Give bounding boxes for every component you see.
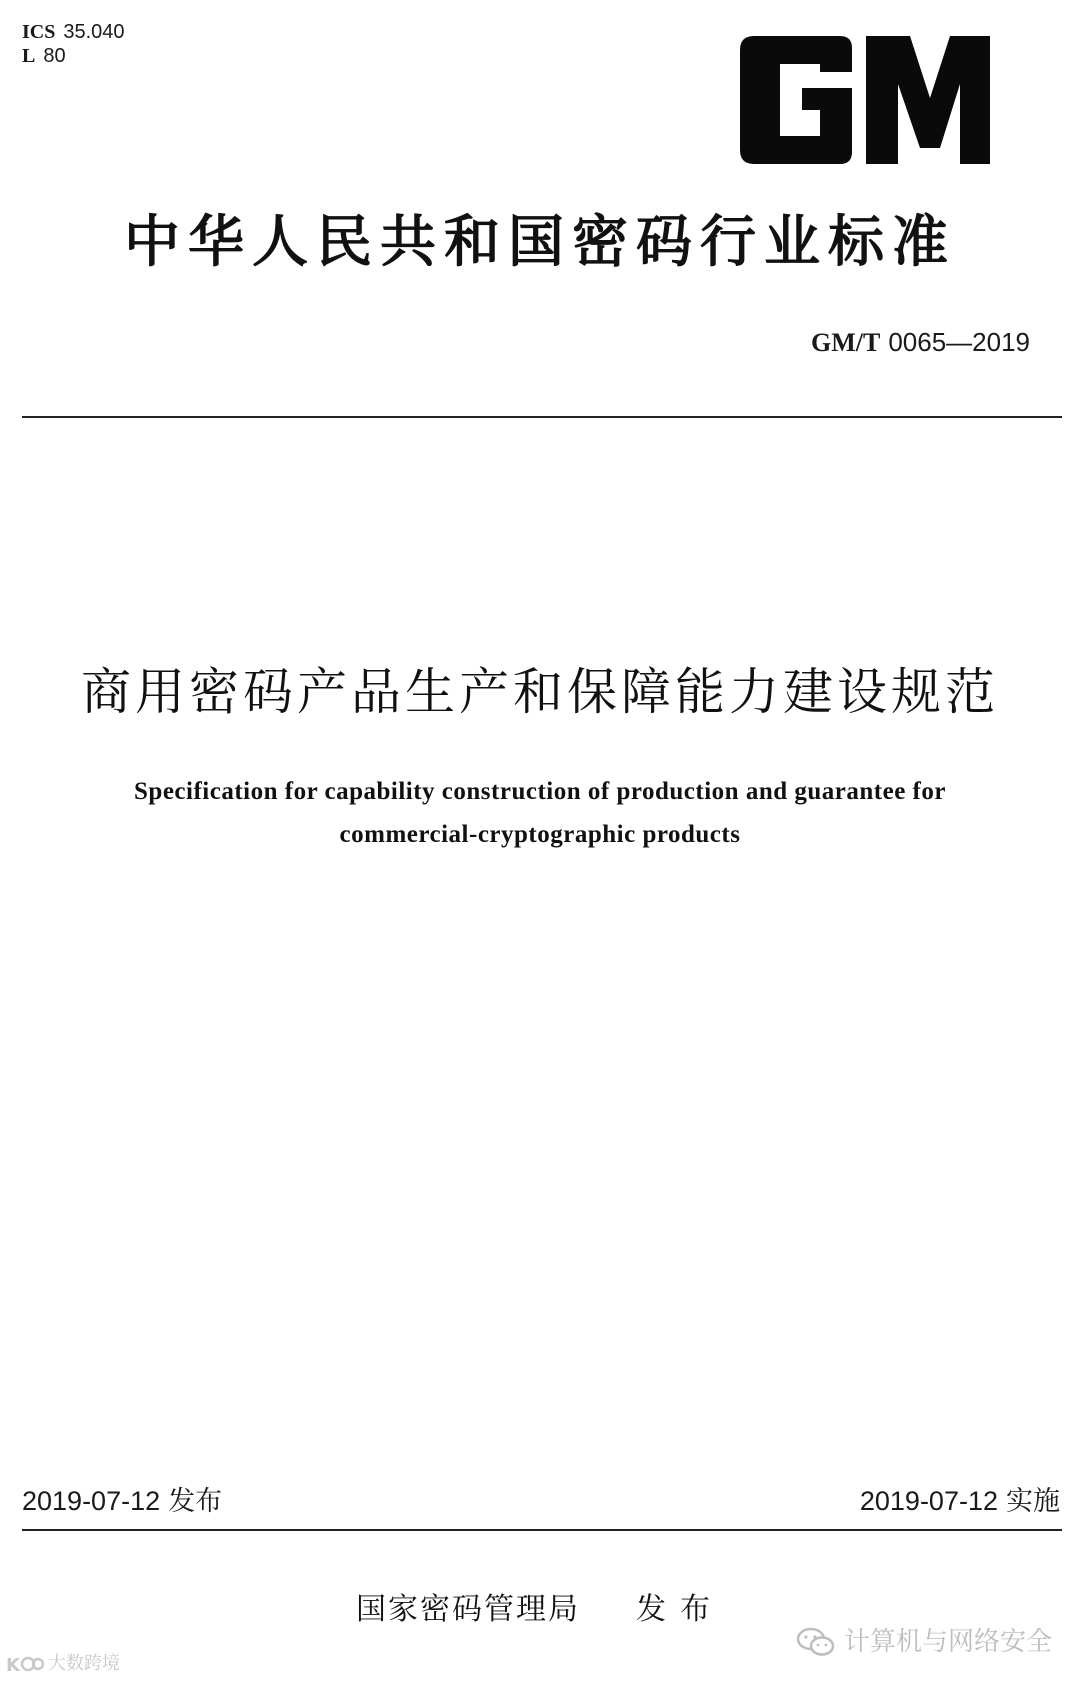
effective-date-value: 2019-07-12 — [859, 1486, 998, 1516]
ics-line — [22, 20, 125, 44]
document-title-chinese: 商用密码产品生产和保障能力建设规范 — [81, 663, 999, 721]
ics-value: 35.040 — [63, 21, 125, 43]
bottom-divider — [22, 1529, 1062, 1531]
watermark-right — [796, 1626, 1052, 1658]
issuing-body-title: 中华人民共和国密码行业标准 — [124, 210, 956, 275]
standard-number — [811, 326, 1030, 359]
english-title-line-2: commercial-cryptographic products — [339, 821, 741, 848]
class-line — [22, 44, 125, 68]
watermark-left-text: 大数跨境 — [48, 1653, 120, 1674]
issue-date-suffix: 发布 — [168, 1486, 223, 1516]
issue-date-value: 2019-07-12 — [22, 1486, 161, 1516]
classification-block — [22, 20, 125, 68]
document-title-english — [60, 770, 1020, 856]
class-label: L — [22, 45, 36, 67]
svg-text:K: K — [6, 1655, 20, 1675]
english-title-line-1: Specification for capability construction of production and guarantee for — [134, 778, 946, 805]
class-value: 80 — [43, 45, 66, 67]
effective-date — [860, 1484, 1060, 1518]
issue-date — [22, 1484, 222, 1518]
standard-code: GM/T — [810, 328, 881, 357]
publisher-line — [0, 1590, 1080, 1630]
ics-label: ICS — [22, 21, 56, 43]
top-divider — [22, 416, 1062, 418]
effective-date-suffix: 实施 — [1006, 1486, 1060, 1516]
publisher-name: 国家密码管理局 — [356, 1592, 580, 1627]
brand-logo-icon — [6, 1653, 44, 1675]
standard-year-number: 0065—2019 — [888, 327, 1030, 357]
gm-logo — [740, 36, 990, 164]
publisher-action: 发布 — [636, 1592, 724, 1627]
watermark-right-text: 计算机与网络安全 — [843, 1627, 1052, 1657]
wechat-icon — [796, 1626, 836, 1658]
watermark-left — [6, 1652, 120, 1676]
